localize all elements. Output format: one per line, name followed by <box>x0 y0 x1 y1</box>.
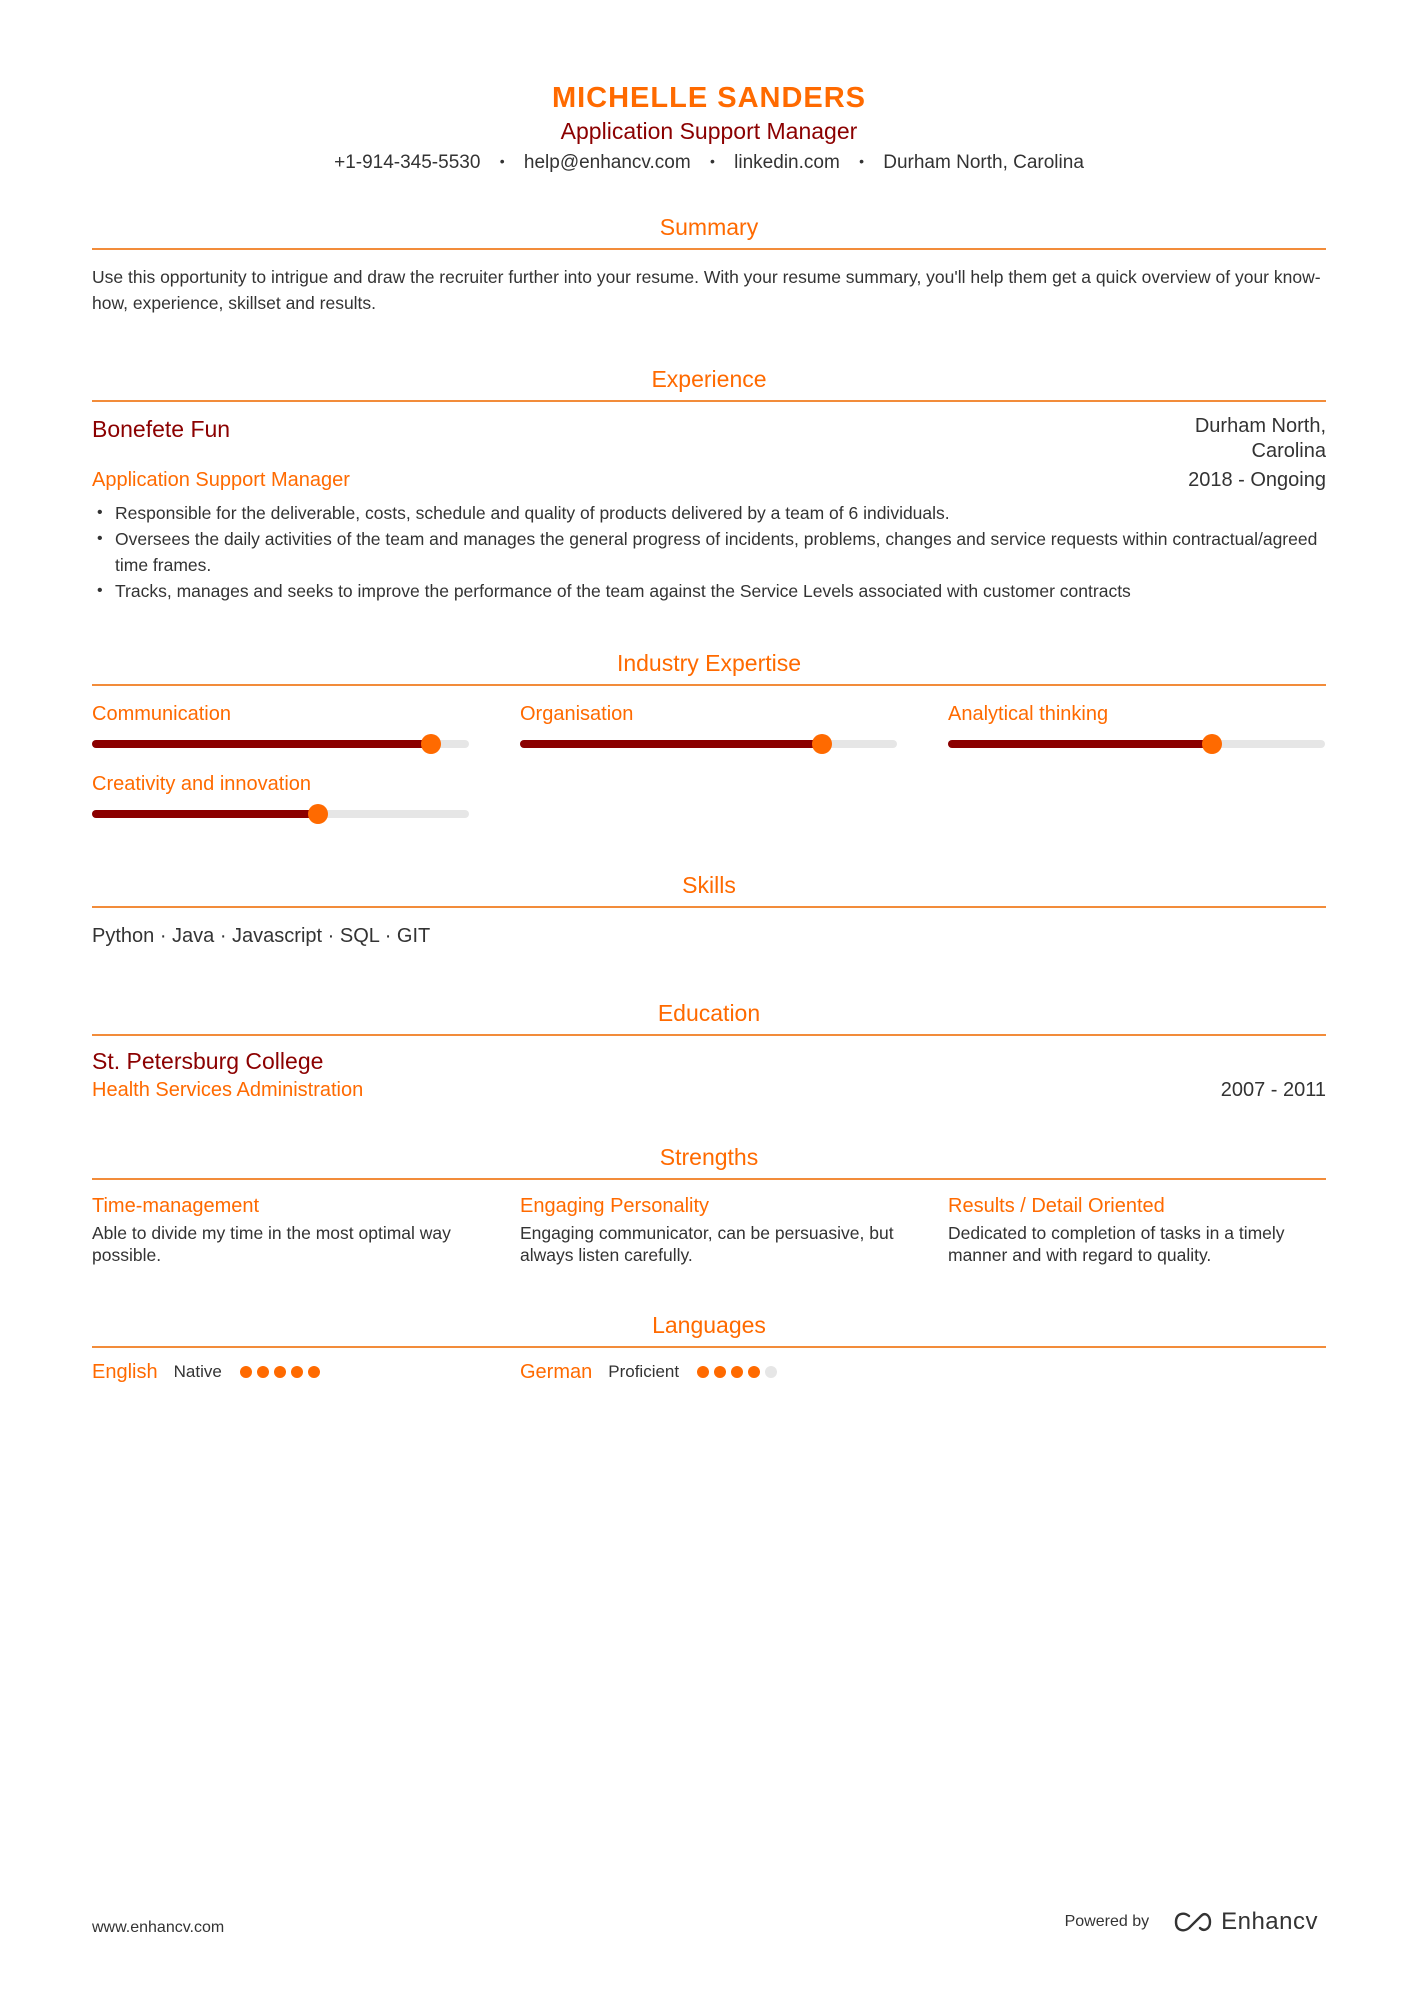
expertise-label: Communication <box>92 703 231 725</box>
languages-grid <box>92 1358 1326 1386</box>
expertise-bar-fill <box>92 740 431 748</box>
expertise-grid <box>92 700 1326 818</box>
expertise-bar <box>92 740 469 748</box>
expertise-bar-knob <box>308 804 328 824</box>
expertise-bar-knob <box>1202 734 1222 754</box>
strength-item <box>948 1192 1325 1266</box>
strength-title: Engaging Personality <box>520 1195 710 1217</box>
expertise-label: Organisation <box>520 703 634 725</box>
strengths-section <box>92 1142 1326 1266</box>
summary-text: Use this opportunity to intrigue and draw the recruiter further into your resume. With your resume summary, you'll help them get a quick overview of your know-how, experience, skillset and results. <box>92 267 1321 313</box>
strengths-grid <box>92 1192 1326 1266</box>
education-degree: Health Services Administration <box>92 1079 364 1101</box>
language-item <box>92 1358 469 1386</box>
expertise-item <box>92 700 469 748</box>
experience-bullet: • Oversees the daily activities of the team and manages the general progress of incidents, problems, changes and service requests within contractual/agreed time frames. <box>92 526 1326 578</box>
expertise-item <box>948 700 1325 748</box>
candidate-title: Application Support Manager <box>560 118 858 144</box>
languages-section <box>92 1310 1326 1386</box>
strength-desc: Engaging communicator, can be persuasive, but always listen carefully. <box>520 1223 894 1265</box>
strength-desc: Able to divide my time in the most optimal way possible. <box>92 1223 451 1265</box>
language-name: German <box>520 1361 593 1383</box>
skills-list: Python · Java · Javascript · SQL · GIT <box>92 925 431 947</box>
strength-item <box>92 1192 469 1266</box>
education-heading: Education <box>92 998 1326 1036</box>
experience-location: Durham North, Carolina <box>1194 415 1326 462</box>
powered-by-label: Powered by <box>1064 1913 1150 1930</box>
brand-name: Enhancv <box>1221 1908 1318 1935</box>
language-name: English <box>92 1361 158 1383</box>
rating-dot-empty <box>765 1366 777 1378</box>
language-level: Native <box>173 1362 222 1381</box>
expertise-bar-knob <box>812 734 832 754</box>
rating-dot-filled <box>714 1366 726 1378</box>
language-dots <box>697 1366 782 1378</box>
contact-separator: • <box>499 153 505 169</box>
expertise-bar-knob <box>421 734 441 754</box>
experience-company: Bonefete Fun <box>92 416 231 442</box>
expertise-bar-fill <box>948 740 1212 748</box>
education-section <box>92 998 1326 1104</box>
rating-dot-filled <box>697 1366 709 1378</box>
experience-bullet: • Responsible for the deliverable, costs, schedule and quality of products delivered by a team of 6 individuals. <box>92 500 1326 526</box>
strengths-heading: Strengths <box>92 1142 1326 1180</box>
contact-linkedin[interactable]: linkedin.com <box>734 152 840 173</box>
contact-separator: • <box>859 153 864 169</box>
expertise-item <box>92 770 469 818</box>
resume-content <box>92 80 1326 1386</box>
contact-phone[interactable]: +1-914-345-5530 <box>334 152 481 173</box>
language-dots <box>240 1366 325 1378</box>
rating-dot-filled <box>308 1366 320 1378</box>
skills-heading: Skills <box>92 870 1326 908</box>
rating-dot-filled <box>257 1366 269 1378</box>
rating-dot-filled <box>274 1366 286 1378</box>
rating-dot-filled <box>240 1366 252 1378</box>
enhancv-logo-icon <box>1173 1910 1213 1934</box>
experience-bullets <box>92 500 1326 604</box>
education-school: St. Petersburg College <box>92 1048 324 1074</box>
expertise-item <box>520 700 897 748</box>
expertise-bar-fill <box>520 740 822 748</box>
strength-desc: Dedicated to completion of tasks in a timely manner and with regard to quality. <box>948 1223 1285 1265</box>
rating-dot-filled <box>731 1366 743 1378</box>
contact-location: Durham North, Carolina <box>883 152 1084 173</box>
strength-title: Results / Detail Oriented <box>948 1195 1165 1217</box>
contact-email[interactable]: help@enhancv.com <box>523 152 691 173</box>
contact-line <box>92 148 1326 176</box>
experience-heading: Experience <box>92 364 1326 402</box>
candidate-name: MICHELLE SANDERS <box>551 82 867 114</box>
footer-website[interactable]: www.enhancv.com <box>92 1919 225 1936</box>
experience-dates: 2018 - Ongoing <box>1188 469 1326 491</box>
expertise-bar <box>92 810 469 818</box>
experience-section <box>92 364 1326 604</box>
expertise-label: Analytical thinking <box>948 703 1109 725</box>
expertise-bar <box>520 740 897 748</box>
languages-heading: Languages <box>92 1310 1326 1348</box>
contact-separator: • <box>709 153 715 169</box>
footer-branding <box>1065 1908 1318 1936</box>
industry-expertise-section <box>92 648 1326 818</box>
strength-title: Time-management <box>92 1195 260 1217</box>
summary-section <box>92 212 1326 316</box>
resume-header <box>92 80 1326 176</box>
industry-expertise-heading: Industry Expertise <box>92 648 1326 686</box>
summary-heading: Summary <box>92 212 1326 250</box>
expertise-bar-fill <box>92 810 318 818</box>
skills-section <box>92 870 1326 950</box>
language-item <box>520 1358 897 1386</box>
experience-item <box>92 414 1326 604</box>
experience-bullet: • Tracks, manages and seeks to improve the performance of the team against the Service Levels associated with customer contracts <box>92 578 1326 604</box>
rating-dot-filled <box>748 1366 760 1378</box>
rating-dot-filled <box>291 1366 303 1378</box>
expertise-bar <box>948 740 1325 748</box>
education-dates: 2007 - 2011 <box>1220 1079 1326 1101</box>
language-level: Proficient <box>608 1362 680 1381</box>
brand-logo[interactable] <box>1173 1908 1318 1936</box>
expertise-label: Creativity and innovation <box>92 773 312 795</box>
strength-item <box>520 1192 897 1266</box>
experience-role: Application Support Manager <box>92 469 350 491</box>
